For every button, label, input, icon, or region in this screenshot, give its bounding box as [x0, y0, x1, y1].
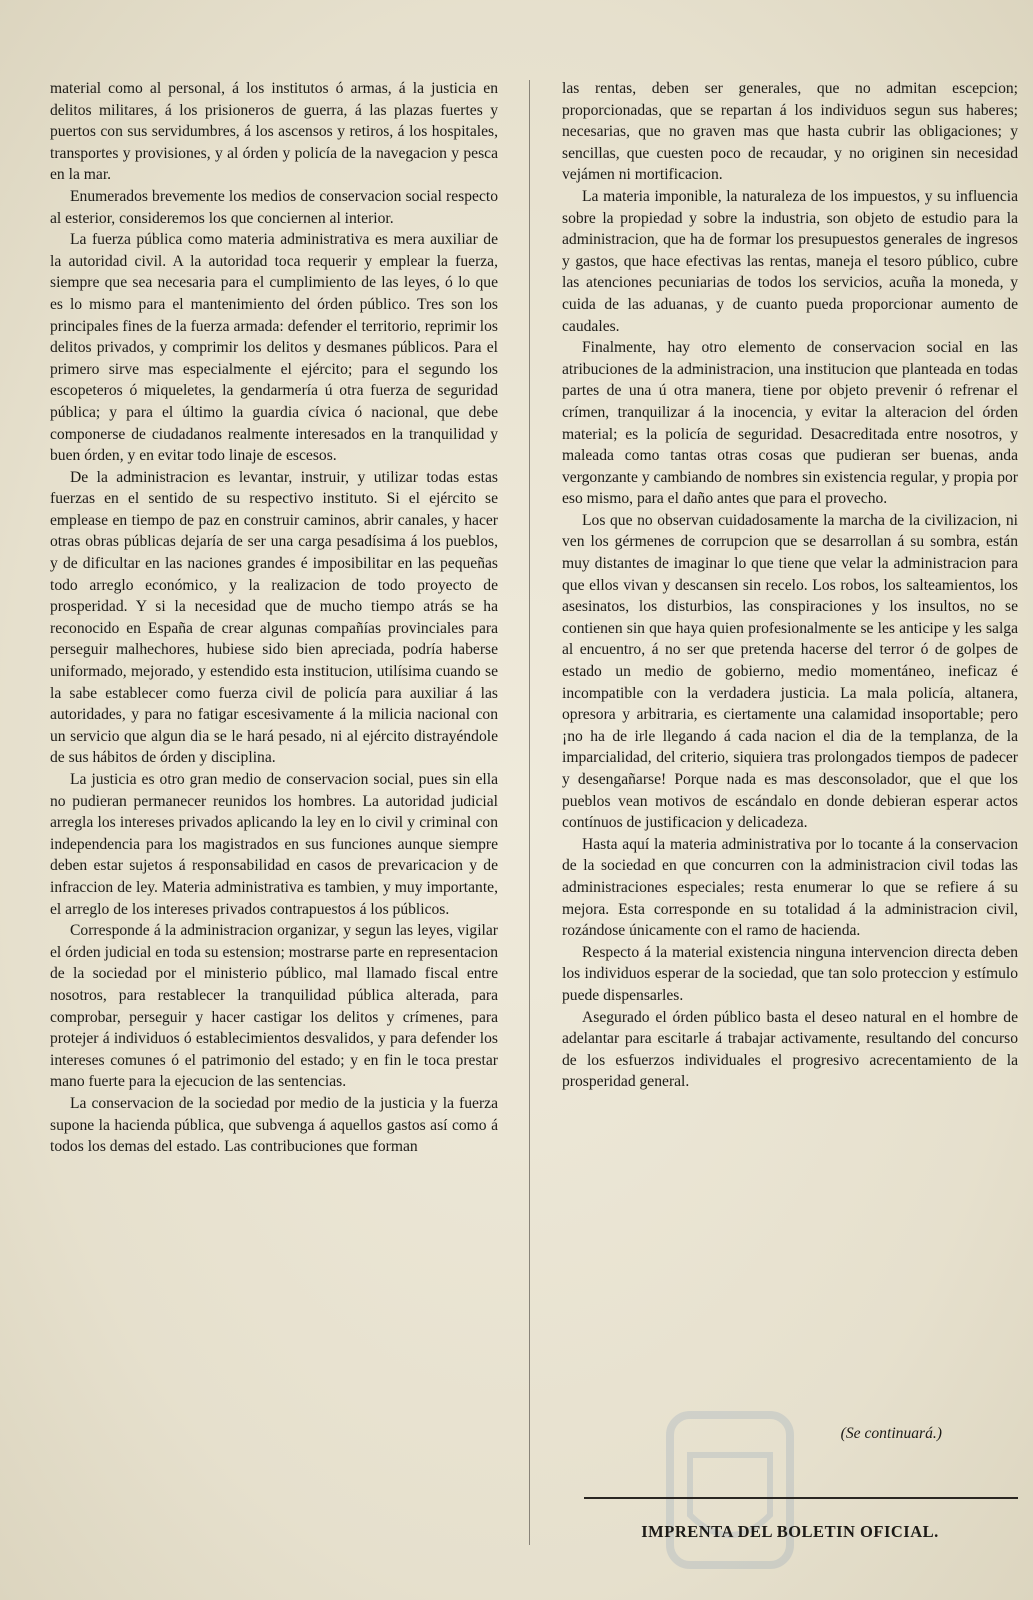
- paragraph: material como al personal, á los institutos ó armas, á la justicia en delitos militares, á los prisioneros de guerra, á las plazas fuertes y puertos con sus servidumbres, á los ascensos y retiros, á los hospitales, transportes y provisiones, y al órden y policía de la navegacion y pesca en la mar.: [50, 80, 498, 184]
- paragraph: Hasta aquí la materia administrativa por lo tocante á la conservacion de la sociedad en que concurren con la administracion civil todas las administraciones especiales; resta enumerar lo que se refiere á su mejora. Esta corresponde en su totalidad á la administracion civil, rozándose únicamente con el ramo de hacienda.: [562, 835, 1018, 940]
- watermark-emblem-icon: [630, 1395, 830, 1585]
- column-divider: [529, 80, 530, 1545]
- paragraph: La conservacion de la sociedad por medio de la justicia y la fuerza supone la hacienda pública, que subvenga á aquellos gastos así como á todos los demas del estado. Las contribuciones que forman: [50, 1094, 498, 1156]
- paragraph: Finalmente, hay otro elemento de conservacion social en las atribuciones de la administracion, una institucion que planteada en todas partes de una ú otra manera, tiene por objeto prevenir ó refrenar el crímen, tranquilizar á la inocencia, y evitar la alteracion del órden material; es la policía de seguridad. Desacreditada entre nosotros, y maleada como tantas otras cosas que pudieran ser buenas, anda vergonzante y cambiando de nombres sin existencia regular, y propia por eso mismo, para el daño antes que para el provecho.: [562, 339, 1018, 508]
- imprint-line: IMPRENTA DEL BOLETIN OFICIAL.: [641, 1522, 939, 1541]
- paragraph: Los que no observan cuidadosamente la marcha de la civilizacion, ni ven los gérmenes de corrupcion que se desarrollan á su sombra, están muy distantes de imaginar lo que tiene que velar la administracion para que ellos vivan y descansen sin recelo. Los robos, los salteamientos, los asesinatos, los disturbios, las conspiraciones y los insultos, no se contienen sin que haya quien profesionalmente se les anticipe y les salga al encuentro, á no ser que pretenda hacerse del terror ó de golpes de estado un medio de gobierno, medio momentáneo, ineficaz é incompatible con la verdadera justicia. La mala policía, altanera, opresora y arbitraria, es ciertamente una calamidad insoportable; pero ¡no ha de irle llegando á cada nacion el dia de la templanza, de la imparcialidad, del criterio, siquiera tras prolongados tiempos de padecer y desengañarse! Porque nada es mas desconsolador, que el que los pueblos vean motivos de escándalo en donde debieran esperar actos contínuos de justificacion y delicadeza.: [562, 511, 1018, 832]
- paragraph: Corresponde á la administracion organizar, y segun las leyes, vigilar el órden judicial en toda su estension; mostrarse parte en representacion de la sociedad por el ministerio público, mal llamado fiscal entre nosotros, para restablecer la tranquilidad pública alterada, para comprobar, perseguir y hacer castigar los delitos y crímenes, para protejer á individuos ó establecimientos desvalidos, y para defender los intereses comunes ó el patrimonio del estado; y en fin le toca prestar mano fuerte para la ejecucion de las sentencias.: [50, 922, 498, 1091]
- paragraph: Respecto á la material existencia ninguna intervencion directa deben los individuos esperar de la sociedad, que tan solo proteccion y estímulo puede dispensarles.: [562, 943, 1018, 1004]
- paragraph: La fuerza pública como materia administrativa es mera auxiliar de la autoridad civil. A la autoridad toca requerir y emplear la fuerza, siempre que sea necesaria para el cumplimiento de las leyes, ó lo que es lo mismo para el mantenimiento del órden público. Tres son los principales fines de la fuerza armada: defender el territorio, reprimir los delitos privados, y comprimir los delitos y desmanes públicos. Para el primero sirve mas especialmente el ejército; para el segundo los escopeteros ó miqueletes, la gendarmería ú otra fuerza de seguridad pública; y para el último la guardia cívica ó nacional, que debe componerse de ciudadanos realmente interesados en la tranquilidad y buen órden, y en evitar todo linaje de escesos.: [50, 231, 498, 465]
- footer-rule: [584, 1497, 1018, 1499]
- paragraph: Enumerados brevemente los medios de conservacion social respecto al esterior, consideremos los que conciernen al interior.: [50, 187, 498, 227]
- paragraph: La justicia es otro gran medio de conservacion social, pues sin ella no pudieran permanecer reunidos los hombres. La autoridad judicial arregla los intereses privados aplicando la ley en lo civil y criminal con independencia para los magistrados en sus funciones aunque siempre deben estar sujetos á responsabilidad en casos de prevaricacion y de infraccion de ley. Materia administrativa es tambien, y muy importante, el arreglo de los intereses privados contrapuestos á los públicos.: [50, 771, 498, 918]
- continuation-note: (Se continuará.): [840, 1425, 942, 1442]
- left-column: [50, 78, 498, 1158]
- right-column: [562, 78, 1018, 1093]
- paragraph: La materia imponible, la naturaleza de los impuestos, y su influencia sobre la propiedad y sobre la industria, son objeto de estudio para la administracion, que ha de formar los presupuestos generales de ingresos y gastos, que hace efectivas las rentas, maneja el tesoro público, cubre las atenciones pecuniarias de todos los servicios, acuña la moneda, y cuida de las aduanas, y de cuanto pueda proporcionar aumento de caudales.: [562, 187, 1018, 335]
- paragraph: De la administracion es levantar, instruir, y utilizar todas estas fuerzas en el sentido de su respectivo instituto. Si el ejército se emplease en tiempo de paz en construir caminos, abrir canales, y hacer otras obras públicas dejaría de ser una carga pesadísima á los pueblos, y de dificultar en las naciones grandes é imposibilitar en las pequeñas todo arreglo económico, y la realizacion de todo proyecto de prosperidad. Y si la necesidad que de mucho tiempo atrás se ha reconocido en España de crear algunas compañías provinciales para perseguir malhechores, hubiese sido bien apreciada, podría haberse uniformado, mejorado, y estendido esta institucion, utilísima cuando se la sabe establecer como fuerza civil de policía para auxiliar á las autoridades, y para no fatigar escesivamente á la milicia nacional con un servicio que algun dia se le hará pesado, ni al ejército distrayéndole de sus hábitos de órden y disciplina.: [50, 468, 498, 767]
- paragraph: Asegurado el órden público basta el deseo natural en el hombre de adelantar para escitarle á trabajar activamente, resultando del concurso de los esfuerzos individuales el progresivo acrecentamiento de la prosperidad general.: [562, 1008, 1018, 1091]
- paragraph: las rentas, deben ser generales, que no admitan escepcion; proporcionadas, que se repartan á los individuos segun sus haberes; necesarias, que no graven mas que hasta cubrir las obligaciones; y sencillas, que cuesten poco de recaudar, y no originen sin necesidad vejámen ni mortificacion.: [562, 80, 1018, 184]
